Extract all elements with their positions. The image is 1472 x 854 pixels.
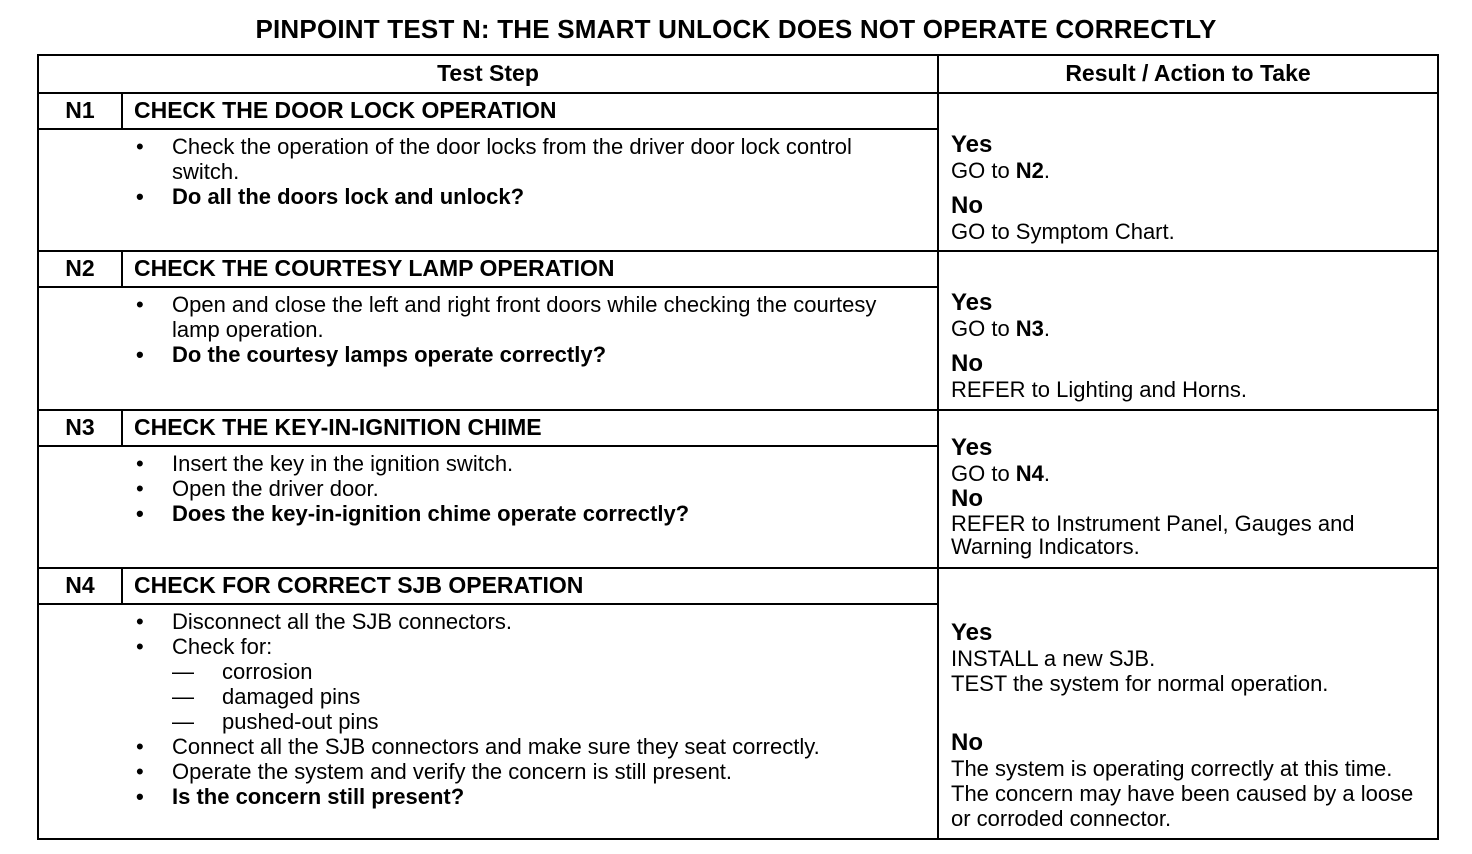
step-id: N2 (65, 255, 95, 281)
id-divider (121, 93, 123, 129)
row-divider (39, 567, 1437, 569)
bullet-item: • Insert the key in the ignition switch. (134, 451, 904, 476)
result-cell (951, 435, 1421, 558)
step-title: CHECK THE COURTESY LAMP OPERATION (134, 255, 615, 281)
dash-item: — corrosion (172, 659, 904, 684)
no-action: REFER to Lighting and Horns. (951, 377, 1247, 402)
column-divider (937, 56, 939, 838)
step-title: CHECK THE DOOR LOCK OPERATION (134, 97, 557, 123)
step-body (134, 451, 904, 526)
yes-action: GO to N4. (951, 461, 1051, 486)
yes-action: TEST the system for normal operation. (951, 671, 1329, 696)
yes-action: GO to N2. (951, 158, 1051, 183)
no-action: REFER to Instrument Panel, Gauges and Warning Indicators. (951, 511, 1355, 559)
no-label: No (951, 485, 983, 512)
header-test-step: Test Step (437, 60, 539, 86)
id-divider (121, 251, 123, 287)
no-label: No (951, 192, 983, 219)
bullet-item: • Open and close the left and right front doors while checking the courtesy lamp operation. (134, 292, 904, 342)
row-divider (39, 128, 937, 130)
row-divider (39, 409, 1437, 411)
page-title: PINPOINT TEST N: THE SMART UNLOCK DOES NOT OPERATE CORRECTLY (255, 14, 1217, 44)
row-divider (39, 603, 937, 605)
pinpoint-test-table (37, 54, 1439, 840)
check-list (172, 659, 904, 734)
dash-item: — damaged pins (172, 684, 904, 709)
id-divider (121, 568, 123, 604)
step-question: • Is the concern still present? (134, 784, 904, 809)
bullet-item: • Operate the system and verify the concern is still present. (134, 759, 904, 784)
step-id: N4 (65, 572, 95, 598)
step-question: • Does the key-in-ignition chime operate correctly? (134, 501, 904, 526)
bullet-item: • Check the operation of the door locks from the driver door lock control switch. (134, 134, 904, 184)
bullet-item: • Check for: — corrosion — damaged pins — pushed-out pins (134, 634, 904, 734)
id-divider (121, 410, 123, 446)
row-divider (39, 445, 937, 447)
step-body (134, 134, 904, 209)
step-id: N3 (65, 414, 95, 440)
no-label: No (951, 729, 983, 756)
step-title: CHECK FOR CORRECT SJB OPERATION (134, 572, 584, 598)
step-title: CHECK THE KEY-IN-IGNITION CHIME (134, 414, 542, 440)
header-result: Result / Action to Take (1065, 60, 1311, 86)
step-body (134, 292, 904, 367)
bullet-item: • Open the driver door. (134, 476, 904, 501)
yes-action: INSTALL a new SJB. (951, 646, 1156, 671)
no-action: GO to Symptom Chart. (951, 219, 1175, 244)
header-divider (39, 92, 1437, 94)
yes-label: Yes (951, 131, 993, 158)
result-cell (951, 132, 1431, 244)
result-cell (951, 620, 1431, 831)
result-cell (951, 290, 1431, 402)
row-divider (39, 286, 937, 288)
yes-action: GO to N3. (951, 316, 1051, 341)
no-label: No (951, 350, 983, 377)
dash-item: — pushed-out pins (172, 709, 904, 734)
no-action: The system is operating correctly at this time. The concern may have been caused by a loose or corroded connector. (951, 756, 1414, 831)
step-body (134, 609, 904, 809)
yes-label: Yes (951, 289, 993, 316)
bullet-item: • Connect all the SJB connectors and make sure they seat correctly. (134, 734, 904, 759)
yes-label: Yes (951, 434, 993, 461)
step-question: • Do the courtesy lamps operate correctly? (134, 342, 904, 367)
yes-label: Yes (951, 619, 993, 646)
step-id: N1 (65, 97, 95, 123)
bullet-item: • Disconnect all the SJB connectors. (134, 609, 904, 634)
row-divider (39, 250, 1437, 252)
step-question: • Do all the doors lock and unlock? (134, 184, 904, 209)
